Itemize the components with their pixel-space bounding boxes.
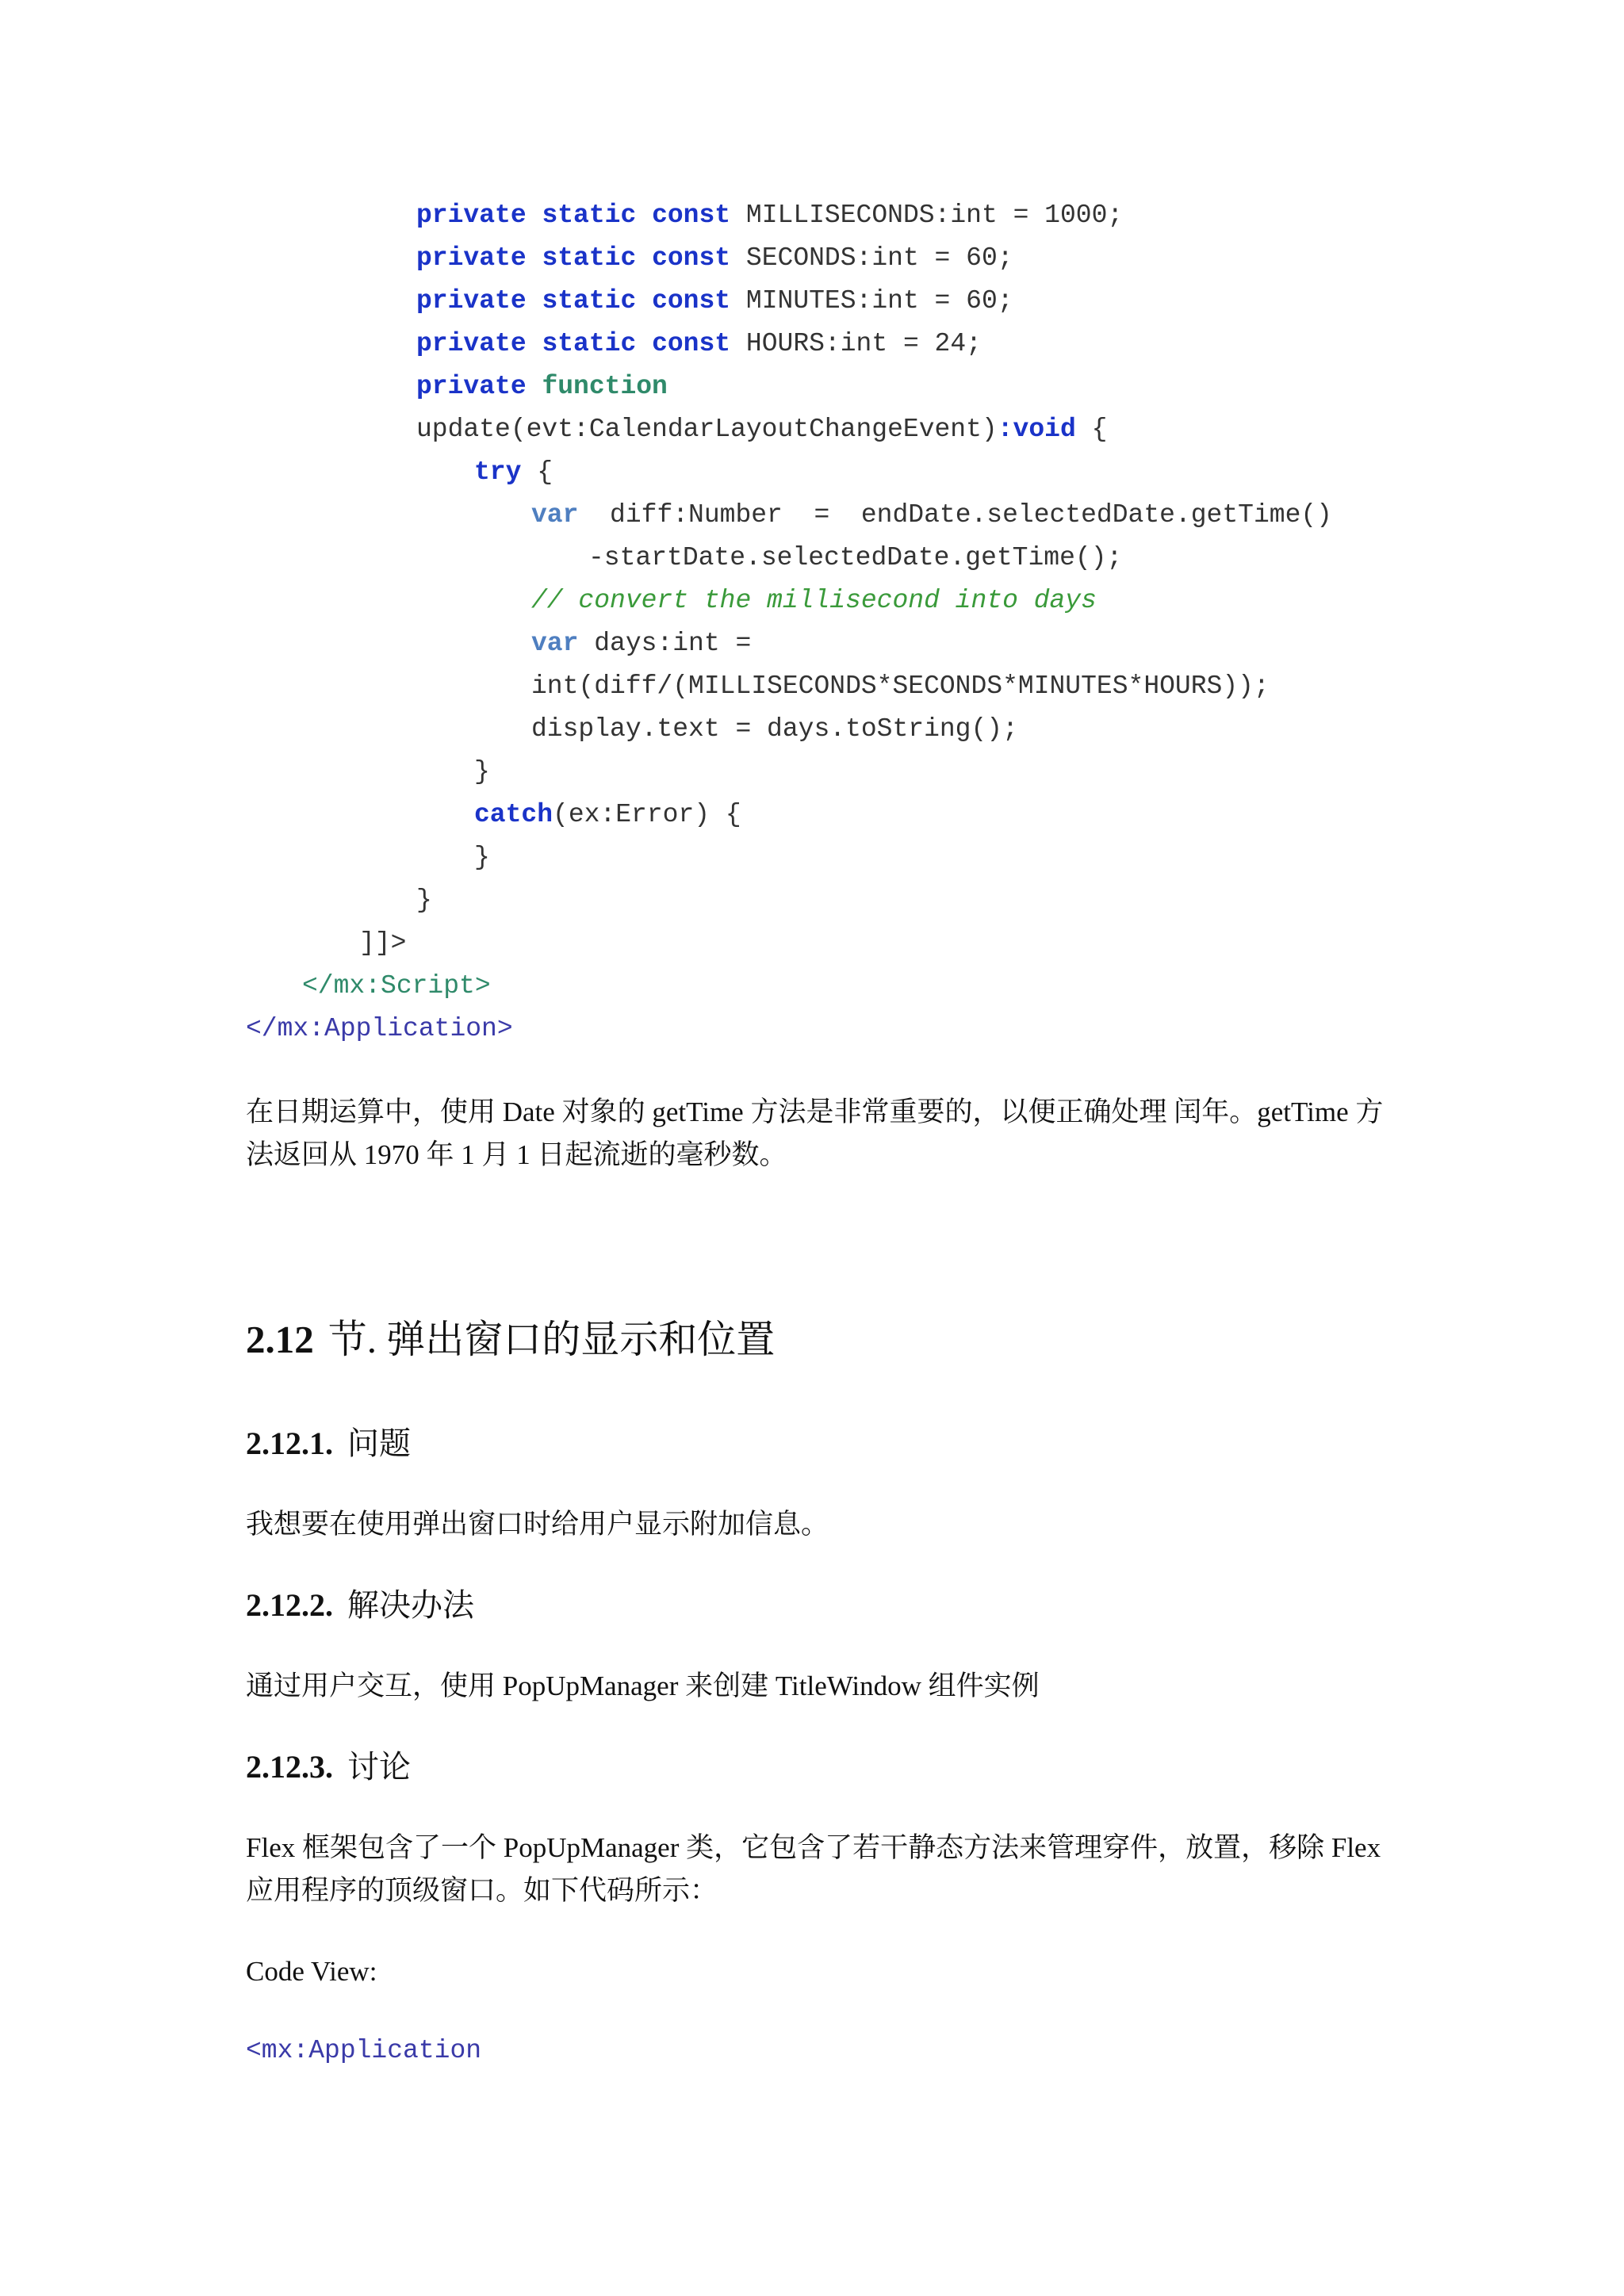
code-text: update(evt:CalendarLayoutChangeEvent) — [416, 415, 998, 444]
code-text: display.text = days.toString(); — [531, 714, 1018, 744]
subsection-number: 2.12.1. — [246, 1425, 333, 1461]
code-line-3 — [416, 280, 1013, 323]
code-text: HOURS:int = 24; — [730, 329, 982, 358]
code-keyword: catch — [474, 800, 553, 829]
code-brace: } — [474, 757, 490, 786]
code-view-label: Code View: — [246, 1956, 377, 1987]
code-keyword: private — [416, 243, 527, 273]
subsection-heading-discussion — [246, 1746, 411, 1789]
problem-text: 我想要在使用弹出窗口时给用户显示附加信息。 — [246, 1509, 829, 1540]
code-brace: } — [416, 886, 432, 915]
code-keyword: const — [652, 329, 731, 358]
subsection-title: 讨论 — [347, 1749, 411, 1785]
code-line-app-open — [246, 2030, 481, 2072]
code-text: days:int = — [578, 629, 752, 658]
code-line-9 — [588, 537, 1122, 580]
code-keyword: const — [652, 243, 731, 273]
code-line-2 — [416, 237, 1013, 280]
code-line-4 — [416, 323, 982, 365]
subsection-number: 2.12.2. — [246, 1587, 333, 1623]
code-line-15 — [474, 794, 741, 836]
code-text: MILLISECONDS:int = 1000; — [730, 201, 1124, 230]
code-line-11 — [531, 622, 751, 665]
code-text: -startDate.selectedDate.getTime(); — [588, 543, 1123, 572]
code-tag: <mx:Application — [246, 2036, 482, 2065]
code-text: { — [1075, 415, 1108, 444]
code-cdata-end: ]]> — [359, 928, 407, 958]
code-line-20 — [246, 1008, 513, 1050]
code-text: int(diff/(MILLISECONDS*SECONDS*MINUTES*HOURS)); — [531, 672, 1270, 701]
code-keyword: :void — [997, 415, 1076, 444]
code-keyword: static — [542, 201, 637, 230]
code-line-19 — [302, 965, 491, 1008]
section-title: 节. 弹出窗口的显示和位置 — [327, 1318, 776, 1361]
code-line-16 — [474, 836, 490, 879]
code-line-7 — [474, 451, 553, 494]
section-heading — [246, 1316, 775, 1364]
code-keyword: static — [542, 243, 637, 273]
code-comment: // convert the millisecond into days — [531, 586, 1097, 615]
code-keyword: private — [416, 329, 527, 358]
subsection-heading-solution — [246, 1584, 474, 1627]
subsection-title: 问题 — [347, 1425, 411, 1461]
section-number: 2.12 — [246, 1318, 314, 1361]
subsection-heading-problem — [246, 1422, 411, 1465]
code-line-17 — [416, 879, 432, 922]
code-line-12 — [531, 665, 1270, 708]
code-line-18 — [359, 922, 406, 965]
code-keyword: static — [542, 329, 637, 358]
discussion-text: Flex 框架包含了一个 PopUpManager 类，它包含了若干静态方法来管理穿件，放置，移除 Flex 应用程序的顶级窗口。如下代码所示： — [246, 1832, 1381, 1906]
code-keyword: private — [416, 201, 527, 230]
code-keyword: private — [416, 286, 527, 316]
solution-text: 通过用户交互，使用 PopUpManager 来创建 TitleWindow 组件实例 — [246, 1670, 1040, 1701]
code-keyword: private — [416, 372, 527, 401]
code-text: SECONDS:int = 60; — [730, 243, 1013, 273]
code-line-6 — [416, 408, 1107, 451]
code-text: MINUTES:int = 60; — [730, 286, 1013, 316]
code-line-10 — [531, 580, 1097, 622]
subsection-number: 2.12.3. — [246, 1749, 333, 1785]
code-tag: </mx:Script> — [302, 971, 491, 1001]
code-tag: </mx:Application> — [246, 1014, 513, 1043]
code-keyword: const — [652, 286, 731, 316]
code-keyword: static — [542, 286, 637, 316]
code-keyword: var — [531, 500, 579, 530]
code-text: diff:Number = endDate.selectedDate.getTime() — [578, 500, 1332, 530]
code-keyword: var — [531, 629, 579, 658]
code-line-5 — [416, 365, 668, 408]
body-paragraph: 在日期运算中，使用 Date 对象的 getTime 方法是非常重要的，以便正确处理 闰年。getTime 方法返回从 1970 年 1 月 1 日起流逝的毫秒数。 — [246, 1096, 1384, 1170]
code-keyword: try — [474, 457, 522, 487]
code-text: (ex:Error) { — [553, 800, 741, 829]
subsection-title: 解决办法 — [347, 1587, 474, 1623]
code-line-14 — [474, 751, 490, 794]
code-keyword-function: function — [542, 372, 668, 401]
code-keyword: const — [652, 201, 731, 230]
code-brace: } — [474, 843, 490, 872]
code-line-13 — [531, 708, 1018, 751]
code-line-1 — [416, 194, 1123, 237]
code-text: { — [521, 457, 553, 487]
code-line-8 — [531, 494, 1332, 537]
